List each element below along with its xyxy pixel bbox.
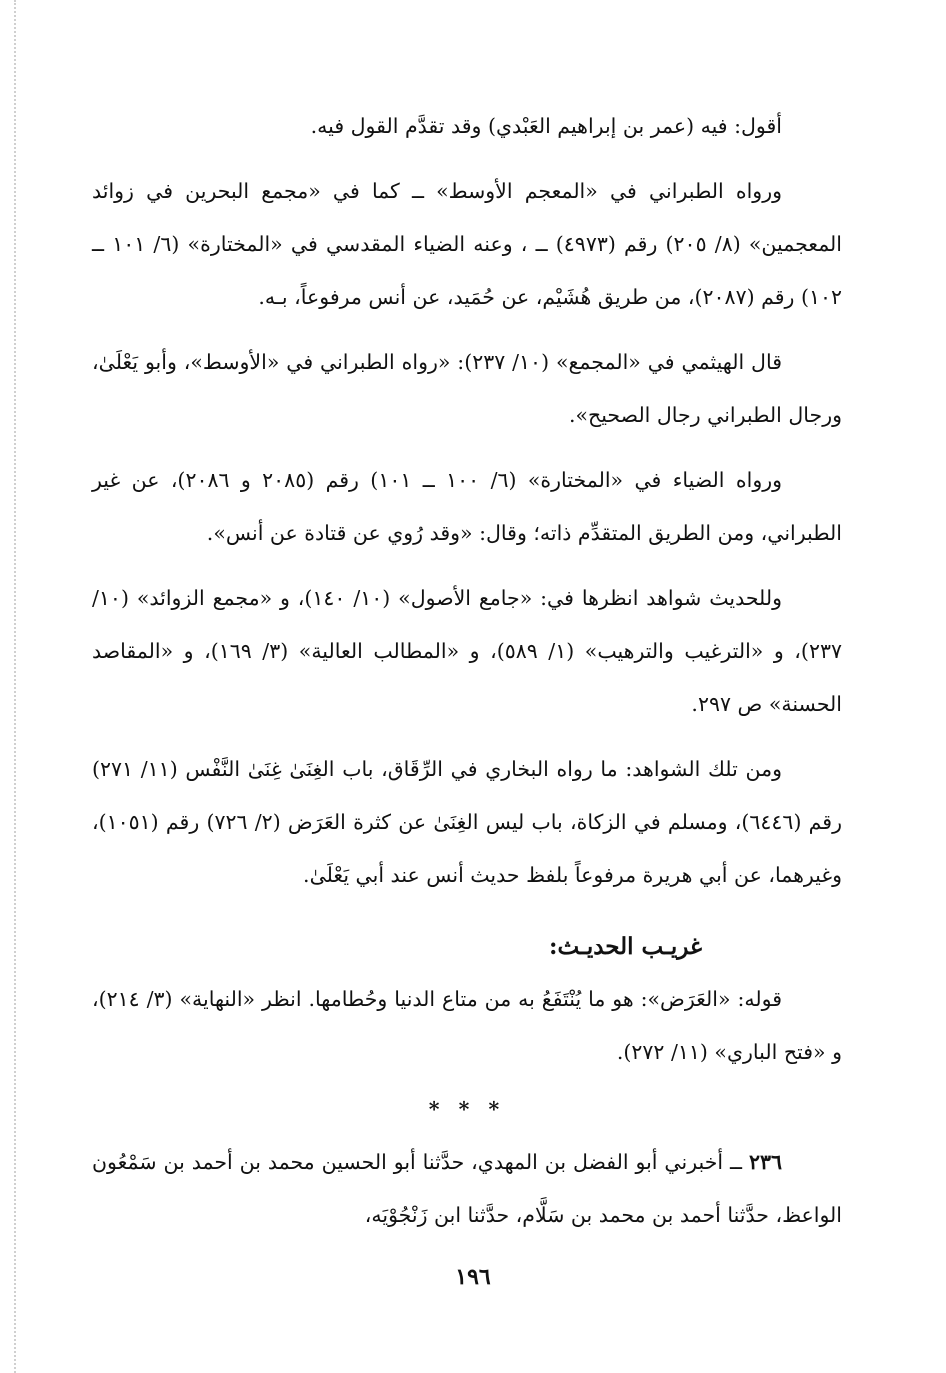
paragraph-gharib: قوله: «العَرَض»: هو ما يُنْتَفَعُ به من متاع الدنيا وحُطامها. انظر «النهاية» (٣/ ٢١٤)، و «فتح الباري» (١١/ ٢٧٢).	[92, 987, 842, 1064]
hadith-isnad: ــ أخبرني أبو الفضل بن المهدي، حدَّثنا أبو الحسين محمد بن أحمد بن سَمْعُون الواعظ، حدَّثنا أحمد بن محمد بن سَلَّام، حدَّثنا ابن زَنْجُوْيَه،	[92, 1150, 842, 1227]
paragraph-aqul: أقول: فيه (عمر بن إبراهيم العَبْدي) وقد تقدَّم القول فيه.	[310, 114, 782, 138]
page-number: ١٩٦	[455, 1264, 491, 1290]
paragraph-shawahid: وللحديث شواهد انظرها في: «جامع الأصول» (١٠/ ١٤٠)، و «مجمع الزوائد» (١٠/ ٢٣٧)، و «الترغيب والترهيب» (١/ ٥٨٩)، و «المطالب العالية» (٣/ ١٦٩)، و «المقاصد الحسنة» ص ٢٩٧.	[92, 586, 842, 716]
paragraph-tabarani-awsat: ورواه الطبراني في «المعجم الأوسط» ــ كما في «مجمع البحرين في زوائد المعجمين» (٨/ ٢٠٥) رقم (٤٩٧٣) ــ ، وعنه الضياء المقدسي في «المختارة» (٦/ ١٠١ ــ ١٠٢) رقم (٢٠٨٧)، من طريق هُشَيْم، عن حُمَيد، عن أنس مرفوعاً، بـه.	[92, 179, 842, 309]
scan-edge-dots	[14, 0, 16, 1373]
hadith-number: ٢٣٦	[748, 1150, 782, 1174]
section-heading-gharib: غريـب الحديـث:	[549, 933, 702, 960]
paragraph-hadith-236	[92, 1136, 842, 1242]
page-body	[92, 100, 842, 1242]
paragraph-haythami: قال الهيثمي في «المجمع» (١٠/ ٢٣٧): «رواه الطبراني في «الأوسط»، وأبو يَعْلَىٰ، ورجال الطبراني رجال الصحيح».	[92, 350, 842, 427]
section-separator: * * *	[428, 1097, 506, 1121]
paragraph-bukhari-muslim: ومن تلك الشواهد: ما رواه البخاري في الرِّقَاق، باب الغِنَىٰ غِنَىٰ النَّفْس (١١/ ٢٧١) رقم (٦٤٤٦)، ومسلم في الزكاة، باب ليس الغِنَىٰ عن كثرة العَرَض (٢/ ٧٢٦) رقم (١٠٥١)، وغيرهما، عن أبي هريرة مرفوعاً بلفظ حديث أنس عند أبي يَعْلَىٰ.	[92, 757, 843, 887]
paragraph-diya-mukhtara: ورواه الضياء في «المختارة» (٦/ ١٠٠ ــ ١٠١) رقم (٢٠٨٥ و ٢٠٨٦)، عن غير الطبراني، ومن الطريق المتقدِّم ذاته؛ وقال: «وقد رُوي عن قتادة عن أنس».	[92, 468, 842, 545]
